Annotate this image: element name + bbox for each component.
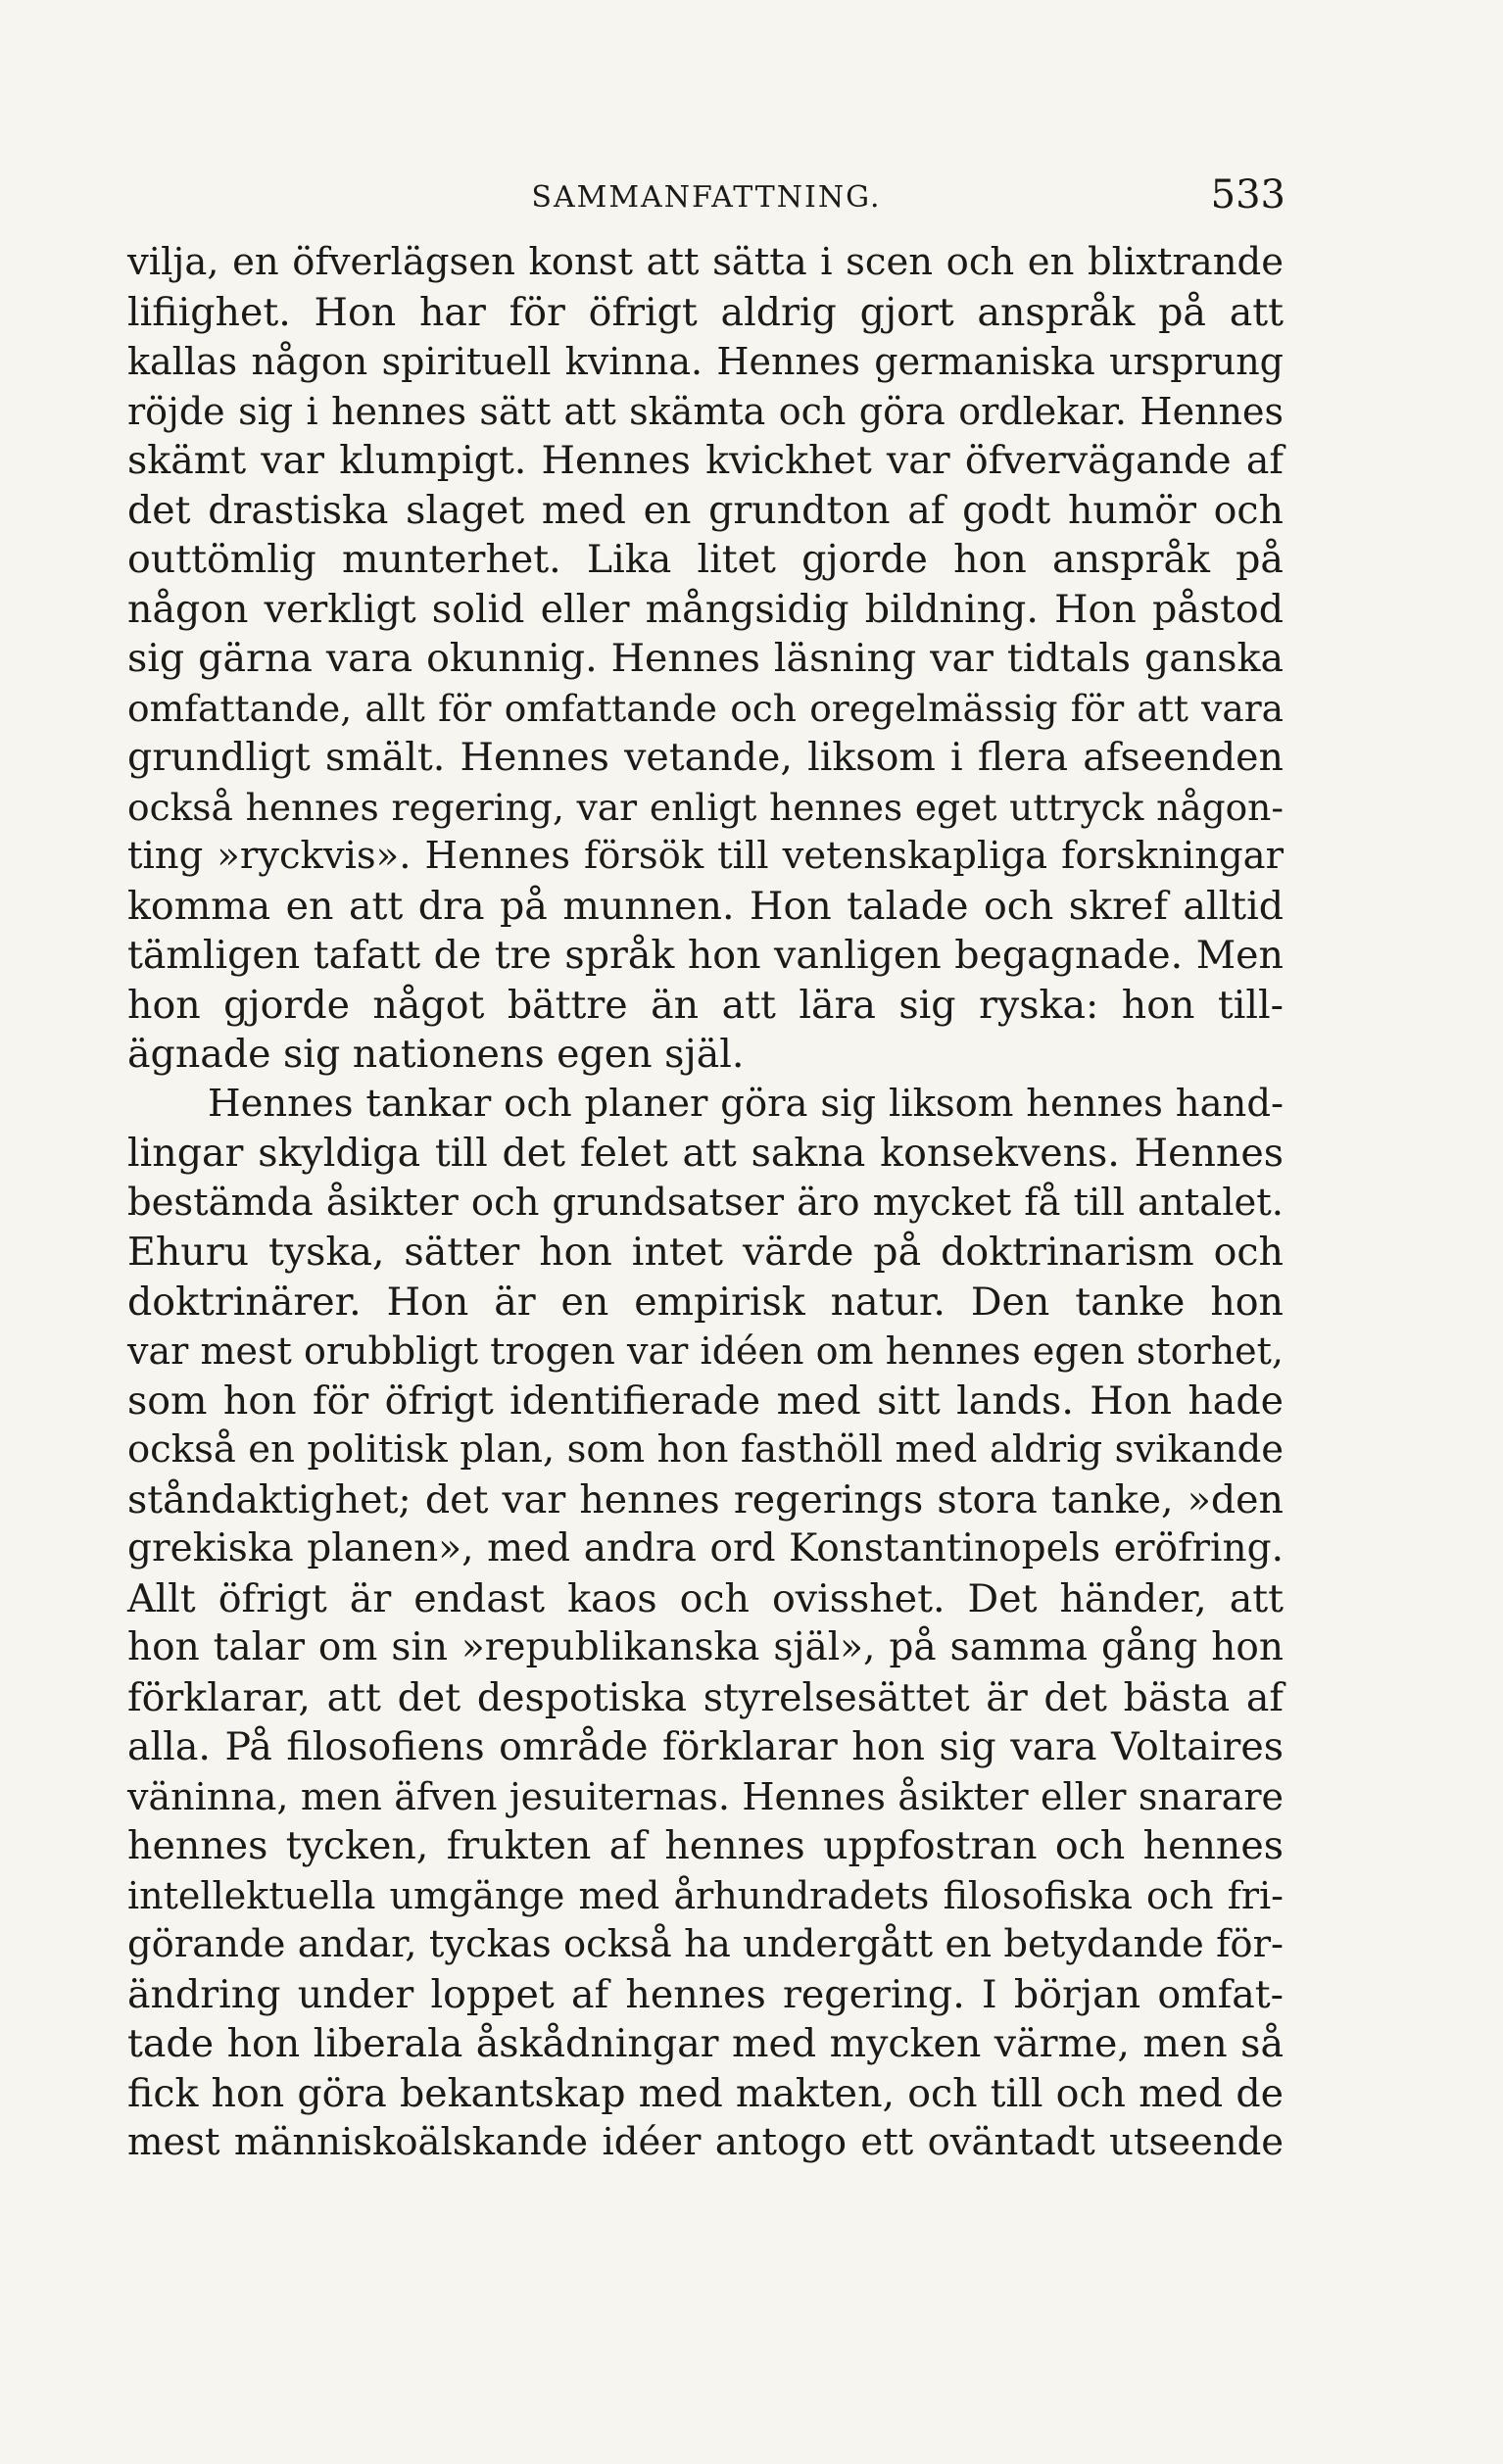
text-line: också hennes regering, var enligt hennes eget uttryck någon-: [127, 785, 1284, 829]
text-line: grundligt smält. Hennes vetande, liksom i flera afseenden: [127, 735, 1284, 780]
body-text: [127, 238, 1284, 2168]
text-line: skämt var klumpigt. Hennes kvickhet var öfvervägande af: [127, 438, 1284, 483]
text-line: bestämda åsikter och grundsatser äro mycket få till antalet.: [127, 1180, 1284, 1225]
text-line: Ehuru tyska, sätter hon intet värde på doktrinarism och: [127, 1230, 1284, 1275]
text-line: det drastiska slaget med en grundton af godt humör och: [127, 487, 1284, 533]
text-line: doktrinärer. Hon är en empirisk natur. Den tanke hon: [127, 1279, 1284, 1325]
text-line: kallas någon spirituell kvinna. Hennes germaniska ursprung: [127, 340, 1284, 383]
text-line: outtömlig munterhet. Lika litet gjorde hon anspråk på: [127, 537, 1284, 582]
text-line: alla. På filosofiens område förklarar hon sig vara Voltaires: [127, 1724, 1284, 1769]
text-line: vilja, en öfverlägsen konst att sätta i scen och en blixtrande: [127, 240, 1284, 284]
text-line: som hon för öfrigt identifierade med sitt lands. Hon hade: [127, 1377, 1284, 1424]
text-line: lingar skyldiga till det felet att sakna konsekvens. Hennes: [127, 1131, 1284, 1176]
text-line: hon gjorde något bättre än att lära sig ryska: hon till-: [127, 982, 1284, 1028]
text-line: också en politisk plan, som hon fasthöll med aldrig svikande: [127, 1427, 1284, 1472]
text-line: omfattande, allt för omfattande och oregelmässig för att vara: [127, 686, 1284, 730]
text-line: görande andar, tyckas också ha undergått en betydande för-: [127, 1922, 1284, 1966]
text-line: Hennes tankar och planer göra sig liksom hennes hand-: [208, 1081, 1284, 1126]
text-line: fick hon göra bekantskap med makten, och till och med de: [127, 2070, 1284, 2116]
page-header: [127, 172, 1285, 221]
text-line: var mest orubbligt trogen var idéen om hennes egen storhet,: [127, 1329, 1284, 1373]
text-line: sig gärna vara okunnig. Hennes läsning var tidtals ganska: [127, 636, 1284, 681]
text-line: komma en att dra på munnen. Hon talade och skref alltid: [127, 883, 1284, 929]
text-line: förklarar, att det despotiska styrelsesättet är det bästa af: [127, 1674, 1284, 1720]
text-line: någon verkligt solid eller mångsidig bildning. Hon påstod: [127, 586, 1284, 632]
text-line: tämligen tafatt de tre språk hon vanligen begagnade. Men: [127, 933, 1284, 978]
text-line: ting »ryckvis». Hennes försök till vetenskapliga forskningar: [127, 834, 1284, 878]
text-line: Allt öfrigt är endast kaos och ovisshet. Det händer, att: [127, 1575, 1284, 1621]
text-line: röjde sig i hennes sätt att skämta och göra ordlekar. Hennes: [127, 389, 1284, 433]
text-line: ändring under loppet af hennes regering. I början omfat-: [127, 1971, 1284, 2017]
text-line: hon talar om sin »republikanska själ», på samma gång hon: [127, 1625, 1284, 1669]
text-line: lifiighet. Hon har för öfrigt aldrig gjort anspråk på att: [127, 289, 1284, 335]
text-line: mest människoälskande idéer antogo ett oväntadt utseende: [127, 2120, 1284, 2164]
text-line: ståndaktighet; det var hennes regerings stora tanke, »den: [127, 1476, 1284, 1522]
text-line: intellektuella umgänge med århundradets filosofiska och fri-: [127, 1873, 1284, 1917]
text-line: hennes tycken, frukten af hennes uppfostran och hennes: [127, 1823, 1284, 1868]
text-line: ägnade sig nationens egen själ.: [127, 1032, 745, 1077]
text-line: väninna, men äfven jesuiternas. Hennes åsikter eller snarare: [127, 1774, 1284, 1818]
text-line: tade hon liberala åskådningar med mycken värme, men så: [127, 2021, 1284, 2066]
text-line: grekiska planen», med andra ord Konstantinopels eröfring.: [127, 1526, 1284, 1570]
running-head: SAMMANFATTNING.: [531, 180, 882, 215]
page-number: 533: [1210, 172, 1285, 217]
